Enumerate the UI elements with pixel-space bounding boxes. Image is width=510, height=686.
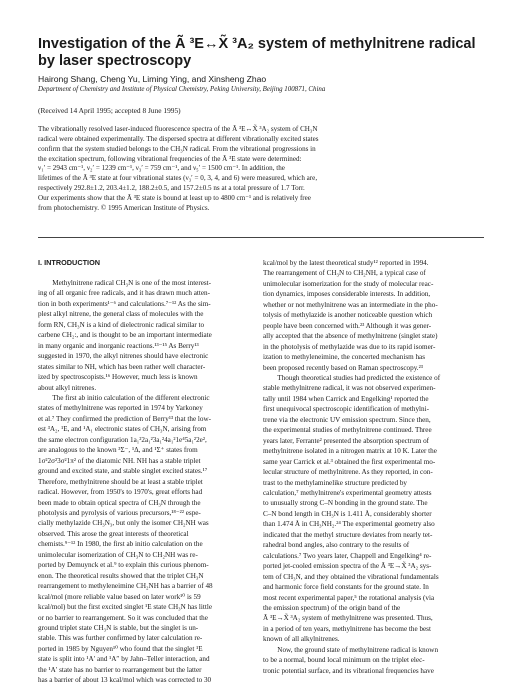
body-text-line: tronic potential surface, and its vibrational frequencies have	[263, 666, 434, 675]
body-text-line: The first ab initio calculation of the different electronic	[38, 393, 210, 402]
body-text-line: tion in both experiments¹⁻⁶ and calculations.⁷⁻¹² As the sim-	[38, 299, 211, 308]
body-text-line: kcal/mol (more reliable value based on later work¹⁰ is 59	[38, 592, 201, 601]
abstract-line: radical were obtained experimentally. The dispersed spectra at different vibrationally excited states	[38, 134, 319, 143]
body-text-line: been made to obtain optical spectra of CH₃N through the	[38, 498, 201, 507]
body-text-line: the experimental studies of methylnitrene continued. Three	[263, 426, 432, 435]
author-list: Hairong Shang, Cheng Yu, Liming Ying, and Xinsheng Zhao	[38, 74, 267, 84]
body-text-line: C–N bond length in CH₃N is 1.411 Å, considerably shorter	[263, 509, 432, 518]
right-column	[263, 258, 475, 676]
body-text-line: trene via the electronic UV emission spectrum. Since then,	[263, 415, 431, 424]
body-text-line: ported in 1985 by Nguyen¹⁰ who found that the singlet ¹E	[38, 644, 203, 653]
body-text-line: tally until 1984 when Carrick and Engelking¹ reported the	[263, 394, 429, 403]
body-text-line: the same electron configuration 1a₁²2a₁²3a₁²4a₁²1e⁴5a₁²2e²,	[38, 435, 207, 444]
body-text-line: ported by Demuynck et al.⁹ to explain this curious phenom-	[38, 561, 209, 570]
body-text-line: tion dynamics, imposes considerable interests. In addition,	[263, 290, 431, 299]
body-text-line: trast to the methylaminelike structure predicted by	[263, 478, 407, 487]
body-text-line: rearrangement to methyleneimine CH₂NH has a barrier of 48	[38, 582, 213, 591]
paper-title: Investigation of the Ã ³E↔X̃ ³A₂ system of methylnitrene radical by laser spectroscopy	[38, 36, 476, 69]
body-text-line: ally accepted that the absence of methylnitrene (singlet state)	[263, 332, 438, 341]
body-text-line: to be a normal, bound local minimum on the triplet elec-	[263, 656, 425, 665]
abstract-line: from photochemistry. © 1995 American Institute of Physics.	[38, 203, 210, 212]
author-affiliation: Department of Chemistry and Institute of Physical Chemistry, Peking University, Beijing 100871, China	[38, 86, 326, 93]
body-text-line: known of all alkylnitrenes.	[263, 635, 340, 644]
abstract-line: lifetimes of the Ã ³E state at four vibrational states (ν₃′ = 0, 3, 4, and 6) were measured, which are,	[38, 174, 318, 183]
abstract-line: Our experiments show that the Ã ³E state is bound at least up to 4800 cm⁻¹ and is relatively free	[38, 193, 311, 202]
body-text-line: and harmonic force field constants for the ground state. In	[263, 583, 429, 592]
body-text-line: et al.⁷ They confirmed the prediction of Berry¹³ that the low-	[38, 414, 211, 423]
body-text-line: unimolecular isomerization of CH₃N to CH₂NH was re-	[38, 550, 198, 559]
abstract-divider	[38, 237, 484, 238]
body-text-line: carbene CH₂:, and is thought to be an important intermediate	[38, 331, 212, 340]
body-text-line: kcal/mol) but the first excited singlet ¹E state CH₃N has little	[38, 603, 212, 612]
body-text-line: suggested in 1970, the alkyl nitrenes should have electronic	[38, 352, 209, 361]
body-text-line: are analogous to the known ³Σ⁻, ¹Δ, and ¹Σ⁺ states from	[38, 446, 198, 455]
body-text-line: Methylnitrene radical CH₃N is one of the most interest-	[38, 279, 212, 287]
body-text-line: Therefore, methylnitrene should be at least a stable triplet	[38, 477, 203, 486]
body-text-line: form RN, CH₃N is a kind of dielectronic radical similar to	[38, 320, 205, 329]
body-text-line: state is split into ¹A′ and ¹A″ by Jahn–Teller interaction, and	[38, 655, 210, 664]
body-text-line: about alkyl nitrenes.	[38, 383, 97, 392]
abstract-line: ν₁′ = 2943 cm⁻¹, ν₂′ = 1239 cm⁻¹, ν₃′ = 759 cm⁻¹, and ν₅′ = 1500 cm⁻¹. In addition, the	[38, 164, 285, 173]
body-text-line: chemists.⁹⁻¹² In 1980, the first ab initio calculation on the	[38, 540, 203, 549]
body-text-line: stable. This was further confirmed by later calculation re-	[38, 634, 203, 643]
abstract-line: The vibrationally resolved laser-induced fluorescence spectra of the Ã ³E↔X̃ ³A₂ system of CH₃N	[38, 125, 318, 133]
body-text-line: calculations.⁷ Two years later, Chappell and Engelking⁴ re-	[263, 551, 432, 560]
body-text-line: whether or not methylnitrene was an intermediate in the pho-	[263, 300, 438, 309]
body-text-line: most recent experimental paper,⁵ the rotational analysis (via	[263, 593, 435, 602]
body-text-line: ing of all organic free radicals, and it has drawn much atten-	[38, 289, 210, 298]
body-text-line: stable methylnitrene radical, it was not observed experimen-	[263, 384, 436, 393]
abstract-line: confirm that the system studied belongs to the CH₃N radical. From the vibrational progressions in	[38, 144, 316, 153]
left-column-body	[38, 278, 250, 686]
body-text-line: Ã ³E→X̃ ³A₂ system of methylnitrene was presented. Thus,	[263, 614, 433, 623]
abstract-line: respectively 292.8±1.2, 203.4±1.2, 188.2±0.5, and 157.2±0.5 ns at a total pressure of 1.7 Torr.	[38, 184, 305, 193]
body-text-line: the ¹A′ state has no barrier to rearrangement but the latter	[38, 665, 202, 674]
body-text-line: to unusually strong C–N bonding in the ground state. The	[263, 499, 428, 508]
body-text-line: photolysis and pyrolysis of various precursors,¹⁸⁻²² espe-	[38, 508, 201, 517]
body-text-line: cially methylazide CH₃N₃, but only the isomer CH₂NH was	[38, 519, 209, 528]
body-text-line: in the photolysis of methylazide was due to its rapid isomer-	[263, 342, 436, 351]
body-text-line: lecular structure of methylnitrene. As they reported, in con-	[263, 468, 433, 477]
body-text-line: 1σ²2σ²3σ²1π² of the diatomic NH. NH has a stable triplet	[38, 456, 201, 465]
body-text-line: first unequivocal spectroscopic identification of methylni-	[263, 405, 429, 414]
section-heading-introduction: I. INTRODUCTION	[38, 258, 101, 267]
body-text-line: than 1.474 Å in CH₃NH₂.²⁴ The experimental geometry also	[263, 520, 435, 529]
body-text-line: plest alkyl nitrene, the general class of molecules with the	[38, 310, 204, 319]
body-text-line: been proposed recently based on Raman spectroscopy.²³	[263, 363, 423, 372]
body-text-line: The rearrangement of CH₃N to CH₂NH, a typical case of	[263, 269, 426, 278]
body-text-line: tolysis of methylazide is another noticeable question which	[263, 311, 433, 320]
body-text-line: the emission spectrum) of the origin band of the	[263, 603, 401, 612]
body-text-line: tem of CH₃N, and they obtained the vibrational fundamentals	[263, 572, 439, 581]
left-column	[38, 258, 250, 686]
body-text-line: calculation,⁷ methylnitrene's experimental geometry attests	[263, 488, 432, 497]
body-text-line: est ³A₂, ¹E, and ¹A₁ electronic states of CH₃N, arising from	[38, 425, 207, 434]
body-text-line: ground triplet state CH₃N is stable, but the singlet is un-	[38, 623, 199, 632]
body-text-line: methylnitrene isolated in a nitrogen matrix at 10 K. Later the	[263, 447, 437, 456]
body-text-line: in a period of ten years, methylnitrene has become the best	[263, 624, 431, 633]
body-text-line: Though theoretical studies had predicted the existence of	[263, 373, 441, 382]
body-text-line: states of methylnitrene was reported in 1974 by Yarkoney	[38, 404, 203, 413]
body-text-line: observed. This arose the great interests of theoretical	[38, 529, 189, 538]
body-text-line: kcal/mol by the latest theoretical study¹² reported in 1994.	[263, 259, 429, 267]
body-text-line: or no barrier to rearrangement. So it was concluded that the	[38, 613, 208, 622]
body-text-line: states similar to NH, which has been rather well character-	[38, 362, 206, 371]
body-text-line: has a barrier of about 13 kcal/mol which was corrected to 30	[38, 676, 212, 685]
received-dates: (Received 14 April 1995; accepted 8 June 1995)	[38, 106, 181, 115]
body-text-line: radical. However, from 1950's to 1970's, great efforts had	[38, 488, 203, 497]
body-text-line: ported jet-cooled emission spectra of the Ã ³E→X̃ ³A₂ sys-	[263, 562, 432, 571]
right-column-body	[263, 258, 475, 676]
body-text-line: ization to methyleneimine, the concerted mechanism has	[263, 353, 425, 362]
body-text-line: years later, Ferrante² presented the absorption spectrum of	[263, 436, 430, 445]
body-text-line: unimolecular isomerization for the study of molecular reac-	[263, 279, 434, 288]
body-text-line: ized by spectroscopists.¹⁶ However, much less is known	[38, 373, 198, 382]
body-text-line: same year Carrick et al.³ obtained the first experimental mo-	[263, 457, 436, 466]
body-text-line: rahedral bond angles, also contrary to the results of	[263, 541, 410, 550]
body-text-line: enon. The theoretical results showed that the triplet CH₃N	[38, 571, 204, 580]
body-text-line: Now, the ground state of methylnitrene radical is known	[263, 645, 439, 654]
abstract-line: the excitation spectrum, following vibrational frequencies of the Ã ³E state were determined:	[38, 154, 302, 163]
body-text-line: people have been concerned with.²³ Although it was gener-	[263, 321, 432, 330]
body-text-line: indicated that the methyl structure deviates from nearly tet-	[263, 530, 433, 539]
abstract	[38, 125, 484, 214]
body-text-line: in many organic and inorganic reactions.¹³⁻¹⁵ As Berry¹³	[38, 341, 199, 350]
body-text-line: ground and excited state, and stable singlet excited states.¹⁷	[38, 467, 208, 476]
